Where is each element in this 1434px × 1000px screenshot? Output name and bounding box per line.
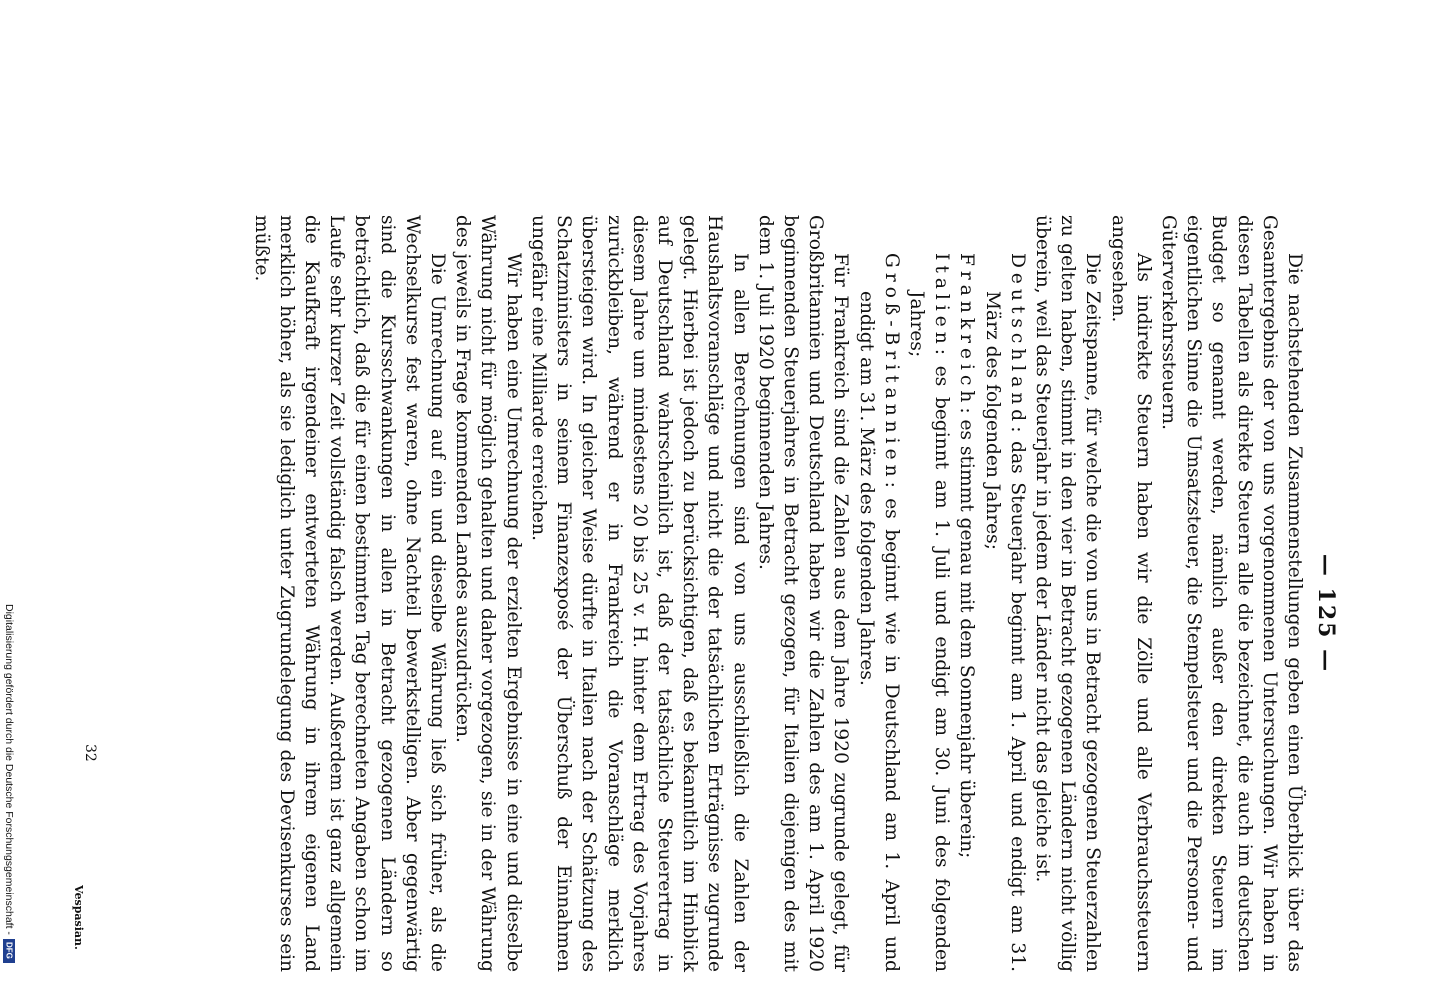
paragraph-base-years: Für Frankreich sind die Zahlen aus dem Jahre 1920 zugrunde gelegt, für Großbritannien und Deutschland haben wir die Zahlen des am 1. April 1920 beginnenden Steuerjahres in Betracht gezogen, für Italien diejenigen des mit dem 1. Juli 1920 beginnenden Jahres. bbox=[754, 215, 852, 972]
page-footer-signature: Vespasian. bbox=[72, 885, 85, 950]
country-text: : es beginnt am 1. Juli und endigt am 30. Juni des folgenden Jahres; bbox=[905, 291, 953, 972]
paragraph-currency: Wir haben eine Umrechnung der erzielten Ergebnisse in eine und dieselbe Währung nicht für möglich gehalten und daher vorgezogen, sie in der Währung des jeweils in Frage kommenden Landes auszudrücken. bbox=[452, 215, 524, 972]
paragraph-estimates: In allen Berechnungen sind von uns ausschließlich die Zahlen der Haushaltsvoranschläge und nicht die der tatsächlichen Erträgnisse zugrunde gelegt. Hierbei ist jedoch zu berücksichtigen, daß es bekanntlich im Hinblick auf Deutschland wahrscheinlich ist, daß der tatsächliche Steuerertrag in diesem Jahre um mindestens 20 bis 25 v. H. hinter dem Ertrag des Vorjahres zurückbleiben, während er in Frankreich die Voranschläge merklich übersteigen wird. In gleicher Weise dürfte in Italien nach der Schätzung des Schatzministers in seinem Finanzexposé der Überschuß der Einnahmen ungefähr eine Milliarde erreichen. bbox=[527, 215, 751, 972]
country-entry-france bbox=[954, 215, 979, 972]
country-text: : es beginnt wie in Deutschland am 1. April und endigt am 31. März des folgenden Jahres. bbox=[855, 291, 902, 972]
digitization-credit bbox=[2, 604, 16, 994]
country-entry-germany bbox=[979, 215, 1029, 972]
paragraph-time-span: Die Zeitspanne, für welche die von uns in Betracht gezogenen Steuerzahlen zu gelten haben, stimmt in den vier in Betracht gezogenen Ländern nicht völlig überein, weil das Steuerjahr in jedem der Länder nicht das gleiche ist. bbox=[1031, 215, 1104, 972]
paragraph-conversion: Die Umrechnung auf ein und dieselbe Währung ließ sich früher, als die Wechselkurse fest waren, ohne Nachteil bewerkstelligen. Aber gegenwärtig sind die Kursschwankungen in allen in Betracht gezogenen Ländern so beträchtlich, daß die für einen bestimmten Tag berechneten Angaben schon im Laufe sehr kurzer Zeit vollständig falsch werden. Außerdem ist ganz allgemein die Kaufkraft irgendeiner entwerteten Währung in ihrem eigenen Land merklich höher, als sie lediglich unter Zugrundelegung des Devisenkurses sein müßte. bbox=[250, 215, 449, 972]
country-entry-italy bbox=[904, 215, 954, 972]
country-name: Groß-Britannien bbox=[880, 253, 902, 482]
country-name: Deutschland bbox=[1006, 253, 1028, 427]
country-text: : das Steuerjahr beginnt am 1. April und endigt am 31. März des folgenden Jahres; bbox=[981, 291, 1028, 972]
country-name: Frankreich bbox=[956, 253, 978, 408]
scan-page-index: 32 bbox=[82, 744, 98, 762]
country-text: : es stimmt genau mit dem Sonnenjahr überein; bbox=[956, 407, 978, 859]
country-name: Italien bbox=[931, 253, 953, 349]
paragraph-overview: Die nachstehenden Zusammenstellungen geben einen Überblick über das Gesamtergebnis der von uns vorgenommenen Untersuchungen. Wir haben in diesen Tabellen als direkte Steuern alle die bezeichnet, die auch im deutschen Budget so genannt werden, nämlich außer den direkten Steuern im eigentlichen Sinne die Umsatzsteuer, die Stempelsteuer und die Personen- und Güterverkehrssteuern. bbox=[1157, 215, 1305, 972]
dfg-logo-icon: DFG bbox=[3, 939, 15, 963]
digitization-credit-text: Digitalisierung gefördert durch die Deutsche Forschungsgemeinschaft - bbox=[3, 604, 15, 935]
page-number: — 125 — bbox=[1313, 553, 1339, 674]
country-entry-great-britain bbox=[853, 215, 903, 972]
rotated-document-page bbox=[250, 0, 1345, 1000]
paragraph-indirect-taxes: Als indirekte Steuern haben wir die Zölle und alle Verbrauchssteuern angesehen. bbox=[1107, 215, 1154, 972]
